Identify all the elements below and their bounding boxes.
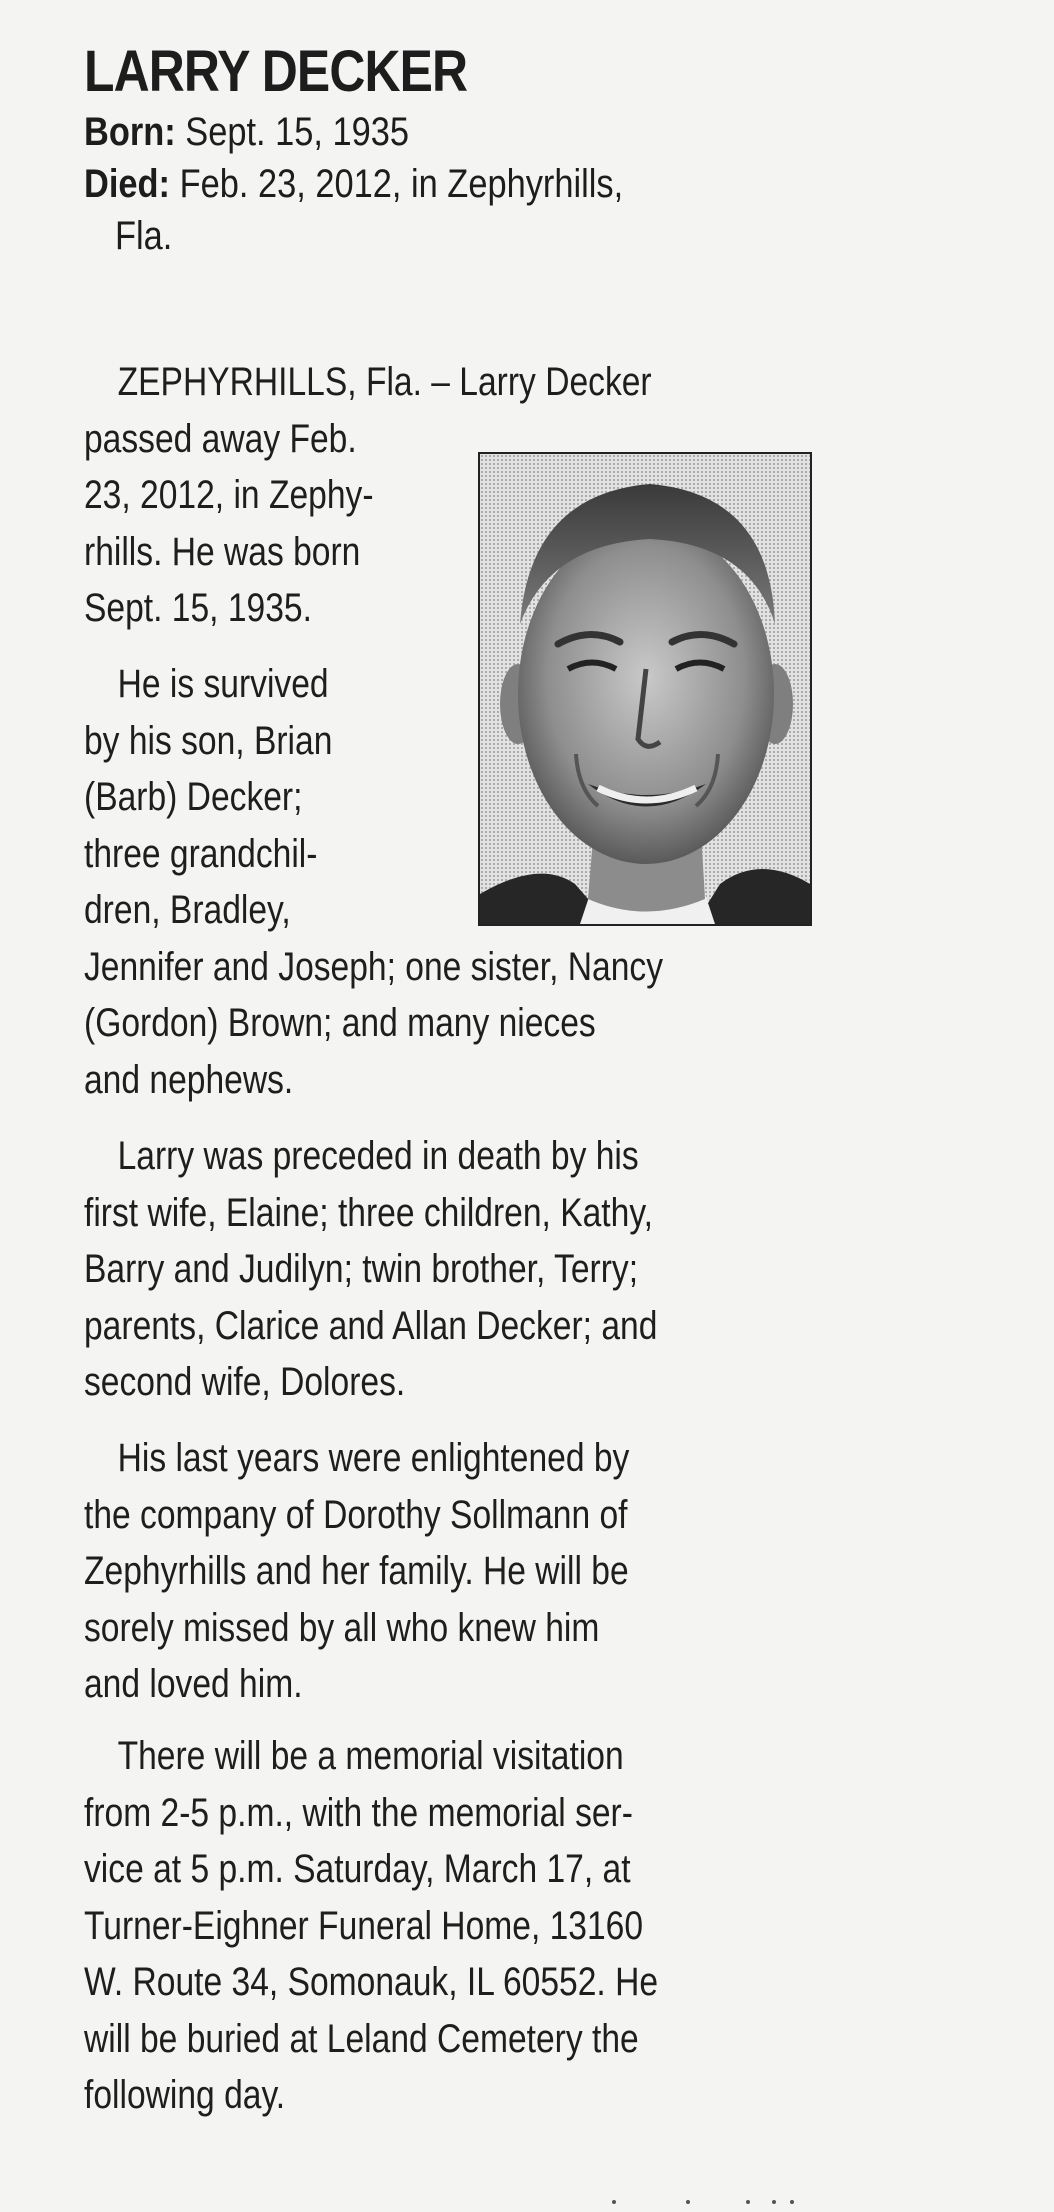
print-speck [612,2200,616,2204]
paragraph-line: parents, Clarice and Allan Decker; and [84,1303,658,1348]
paragraph-line: three grandchil- [84,831,318,876]
paragraph-last-years [84,1430,844,1713]
paragraph-line: dren, Bradley, [84,888,291,932]
born-label: Born: [84,110,176,154]
paragraph-line: and loved him. [84,1662,303,1706]
paragraph-line: passed away Feb. [84,416,357,461]
paragraph-line: 23, 2012, in Zephy- [84,473,374,517]
print-speck [686,2200,690,2204]
paragraph-line: His last years were enlightened by [117,1436,630,1480]
paragraph-line: following day. [84,2073,286,2117]
portrait-image [480,454,810,924]
paragraph-line: will be buried at Leland Cemetery the [84,2016,639,2061]
portrait-photo [478,452,812,926]
paragraph-line: W. Route 34, Somonauk, IL 60552. He [84,1960,659,2004]
died-line [84,158,720,210]
paragraph-line: Larry was preceded in death by his [117,1134,639,1178]
print-speck [746,2200,750,2204]
paragraph-line: first wife, Elaine; three children, Kathy, [84,1190,653,1235]
obituary-header [84,38,824,262]
paragraph-line: Turner-Eighner Funeral Home, 13160 [84,1903,644,1948]
paragraph-line: sorely missed by all who knew him [84,1605,600,1650]
paragraph-line: (Barb) Decker; [84,775,303,819]
paragraph-line: rhills. He was born [84,529,361,574]
paragraph-services [84,1728,844,2124]
died-label: Died: [84,162,170,206]
paragraph-line: (Gordon) Brown; and many nieces [84,1001,596,1045]
paragraph-preceded [84,1128,844,1411]
paragraph-line: by his son, Brian [84,718,333,763]
died-value-continued: Fla. [114,214,173,258]
paragraph-line: from 2-5 p.m., with the memorial ser- [84,1790,633,1835]
paragraph-line: vice at 5 p.m. Saturday, March 17, at [84,1847,631,1891]
print-speck [772,2200,776,2204]
obituary-name: LARRY DECKER [84,39,468,104]
died-value: Feb. 23, 2012, in Zephyrhills, [179,162,624,206]
paragraph-line: Barry and Judilyn; twin brother, Terry; [84,1247,639,1291]
paragraph-line: and nephews. [84,1057,294,1102]
paragraph-line: second wife, Dolores. [84,1360,406,1404]
paragraph-line: Zephyrhills and her family. He will be [84,1549,629,1593]
born-value: Sept. 15, 1935 [185,110,410,154]
paragraph-line: Jennifer and Joseph; one sister, Nancy [84,944,664,989]
paragraph-line: Sept. 15, 1935. [84,586,312,630]
paragraph-line: He is survived [117,662,329,706]
print-speck [790,2200,794,2204]
born-line [84,106,720,158]
paragraph-line: There will be a memorial visitation [117,1734,624,1778]
paragraph-line: the company of Dorothy Sollmann of [84,1492,628,1537]
paragraph-line: ZEPHYRHILLS, Fla. – Larry Decker [117,360,652,404]
